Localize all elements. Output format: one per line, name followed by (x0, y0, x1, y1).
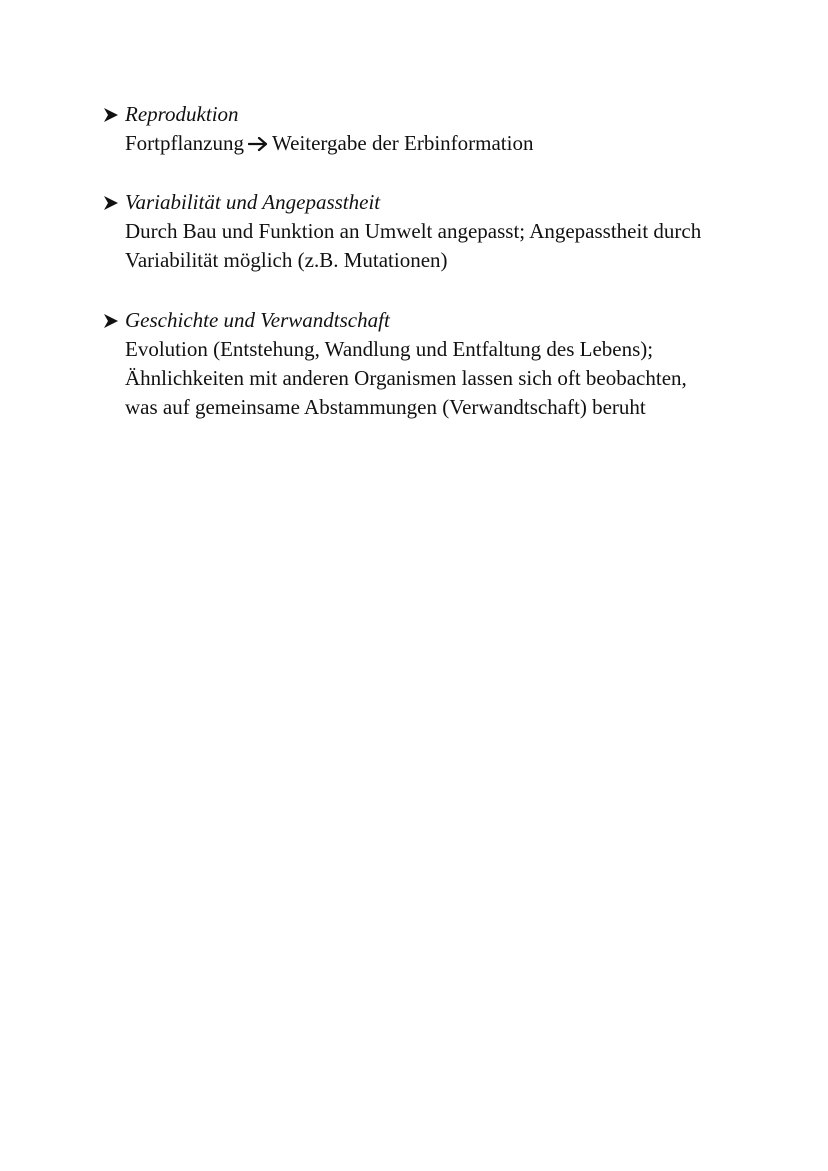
list-item-heading-row (103, 100, 783, 129)
arrowhead-bullet-icon (103, 100, 125, 129)
list-item-variabilitaet (103, 188, 783, 275)
list-item-line: Variabilität möglich (z.B. Mutationen) (125, 248, 448, 272)
arrowhead-bullet-icon (103, 188, 125, 217)
list-item-body (125, 217, 783, 275)
list-item-heading: Geschichte und Verwandtschaft (125, 308, 390, 332)
list-item-line: Evolution (Entstehung, Wandlung und Entfaltung des Lebens); (125, 337, 654, 361)
line-text-after-arrow: Weitergabe der Erbinformation (271, 131, 534, 155)
list-item-line (125, 129, 783, 158)
list-item-heading-row (103, 306, 783, 335)
list-item-heading: Variabilität und Angepasstheit (125, 190, 381, 214)
list-item-line: Durch Bau und Funktion an Umwelt angepasst; Angepasstheit durch (125, 219, 702, 243)
list-item-line: Ähnlichkeiten mit anderen Organismen lassen sich oft beobachten, (125, 366, 687, 390)
arrow-right-icon (248, 131, 268, 160)
list-item-heading-row (103, 188, 783, 217)
list-item-line: was auf gemeinsame Abstammungen (Verwandtschaft) beruht (125, 395, 646, 419)
list-item-reproduktion (103, 100, 783, 158)
list-item-body (125, 129, 783, 158)
list-item-heading: Reproduktion (125, 102, 239, 126)
line-text-before-arrow: Fortpflanzung (125, 131, 244, 155)
arrowhead-bullet-icon (103, 306, 125, 335)
list-item-body (125, 335, 783, 422)
list-item-geschichte (103, 306, 783, 422)
